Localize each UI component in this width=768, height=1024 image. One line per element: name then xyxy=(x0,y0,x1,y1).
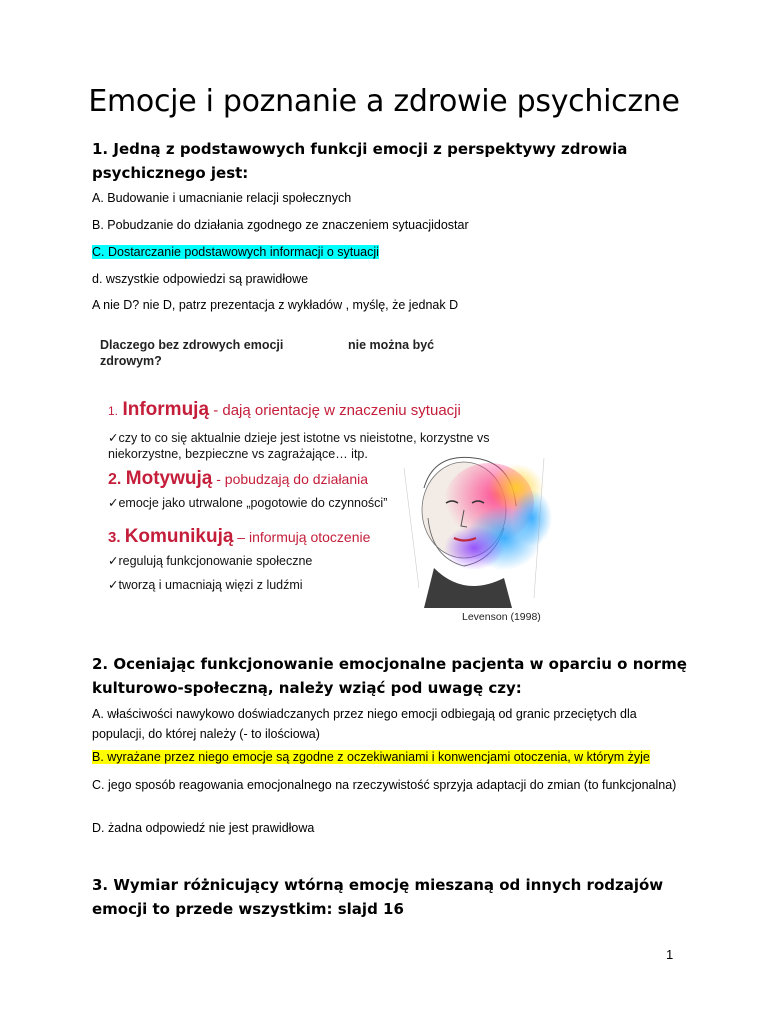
slide-item-number: 2. xyxy=(108,471,126,488)
slide-item-description: – informują otoczenie xyxy=(233,529,371,545)
slide-heading-right: nie można być xyxy=(348,338,435,352)
slide-credit: Levenson (1998) xyxy=(462,611,541,623)
slide-item-keyword: Komunikują xyxy=(124,526,234,547)
slide-heading-left: Dlaczego bez zdrowych emocji zdrowym? xyxy=(100,338,284,368)
slide-item-number: 3. xyxy=(108,529,125,546)
q2-answer-c: C. jego sposób reagowania emocjonalnego na rzeczywistość sprzyja adaptacji do zmian (to funkcjonalna) xyxy=(92,778,677,792)
q1-answer-b: B. Pobudzanie do działania zgodnego ze znaczeniem sytuacjidostar xyxy=(92,218,469,232)
highlighted-answer: B. wyrażane przez niego emocje są zgodne z oczekiwaniami i konwencjami otoczenia, w którym żyje xyxy=(92,750,650,764)
q2-answer-b xyxy=(92,747,692,767)
question-2: 2. Oceniając funkcjonowanie emocjonalne pacjenta w oparciu o normę kulturowo-społeczną, należy wziąć pod uwagę czy: xyxy=(92,655,687,697)
page-number: 1 xyxy=(666,947,674,962)
slide-subtext: ✓tworzą i umacniają więzi z ludźmi xyxy=(108,578,303,592)
question-1: 1. Jedną z podstawowych funkcji emocji z perspektywy zdrowia psychicznego jest: xyxy=(92,140,628,182)
slide-item-description: - dają orientację w znaczeniu sytuacji xyxy=(209,402,461,419)
slide-item-3 xyxy=(108,526,370,548)
question-3: 3. Wymiar różnicujący wtórną emocję mieszaną od innych rodzajów emocji to przede wszystkim: slajd 16 xyxy=(92,876,664,918)
q2-answer-d: D. żadna odpowiedź nie jest prawidłowa xyxy=(92,821,315,835)
q1-answer-a: A. Budowanie i umacnianie relacji społecznych xyxy=(92,191,352,205)
q1-answer-c xyxy=(92,242,692,262)
slide-image xyxy=(92,325,572,635)
q2-answer-a: A. właściwości nawykowo doświadczanych przez niego emocji odbiegają od granic przeciętych dla populacji, do której należy (- to ilościowa) xyxy=(92,707,637,741)
q1-answer-d: d. wszystkie odpowiedzi są prawidłowe xyxy=(92,272,309,286)
slide-item-number: 1. xyxy=(108,404,119,418)
watercolor-portrait-image xyxy=(394,448,554,613)
slide-item-1 xyxy=(108,399,461,421)
page-title: Emocje i poznanie a zdrowie psychiczne xyxy=(88,84,680,119)
slide-subtext: ✓czy to co się aktualnie dzieje jest istotne vs nieistotne, korzystne vs xyxy=(108,431,490,445)
slide-subtext: ✓regulują funkcjonowanie społeczne xyxy=(108,554,313,568)
slide-item-keyword: Informują xyxy=(122,399,210,420)
slide-subtext: niekorzystne, bezpieczne vs zagrażające… itp. xyxy=(108,447,368,461)
slide-item-keyword: Motywują xyxy=(125,468,213,489)
slide-item-2 xyxy=(108,468,368,490)
q1-note: A nie D? nie D, patrz prezentacja z wykładów , myślę, że jednak D xyxy=(92,298,459,312)
slide-item-description: - pobudzają do działania xyxy=(212,471,369,487)
slide-subtext: ✓emocje jako utrwalone „pogotowie do czynności” xyxy=(108,496,388,510)
highlighted-answer: C. Dostarczanie podstawowych informacji o sytuacji xyxy=(92,245,379,259)
